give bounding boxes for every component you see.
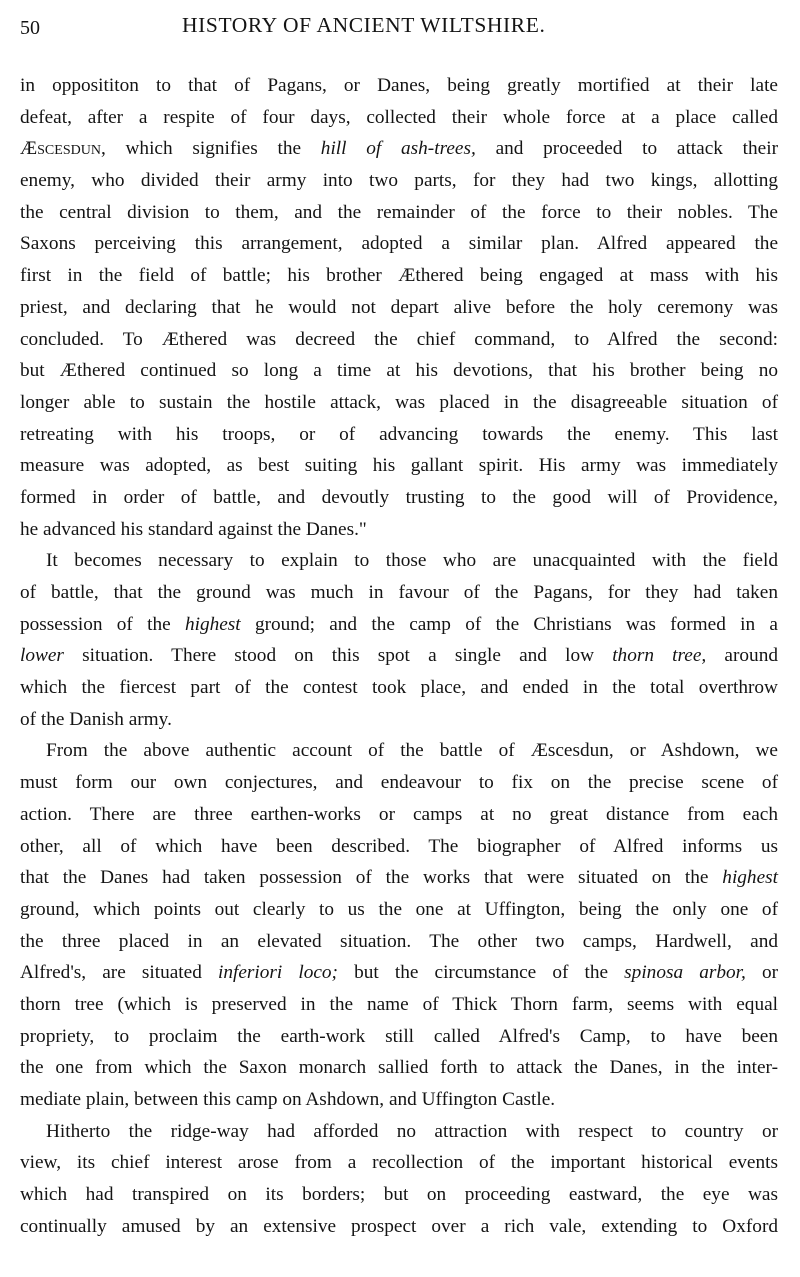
text-line [20,450,778,482]
text-run: ground, which points out clearly to us the one at Uffington, being the only one of [20,898,778,920]
text-run: measure was adopted, as best suiting his gallant spirit. His army was immediately [20,455,778,477]
text-line [20,197,778,229]
text-run: that the Danes had taken possession of the works that were situated on the [20,867,723,889]
text-run: Saxons perceiving this arrangement, adopted a similar plan. Alfred appeared the [20,233,778,255]
text-line [20,1084,778,1116]
italic-text: highest [184,613,241,635]
text-line [20,989,778,1021]
text-line [20,767,778,799]
text-run: action. There are three earthen-works or camps at no great distance from each [20,803,778,825]
text-run: first in the field of battle; his brother Æthered being engaged at mass with his [20,265,778,287]
italic-text: hill of ash-trees, [320,138,476,160]
text-line [20,70,778,102]
text-run: mediate plain, between this camp on Ashdown, and Uffington Castle. [20,1089,556,1110]
text-line [20,1052,778,1084]
text-run: possession of the [20,613,185,635]
text-run: which the fiercest part of the contest took place, and ended in the total overthrow [20,677,778,699]
text-line [20,292,778,324]
text-line [20,735,778,767]
text-line [20,355,778,387]
text-run: concluded. To Æthered was decreed the chief command, to Alfred the second: [20,328,778,350]
text-line [20,1116,778,1148]
text-line [20,419,778,451]
text-line [20,133,778,165]
text-run: but the circumstance of the [337,962,625,984]
text-line [20,545,778,577]
text-run: the central division to them, and the remainder of the force to their nobles. The [20,201,778,223]
text-line [20,1021,778,1053]
text-run: he advanced his standard against the Danes." [20,518,367,540]
text-run: or [745,962,779,984]
text-run: continually amused by an extensive prospect over a rich vale, extending to Oxford [20,1215,778,1237]
text-run: around [706,645,778,667]
text-line [20,799,778,831]
text-line [20,640,778,672]
page-number: 50 [20,17,40,39]
text-line [20,260,778,292]
text-run: From the above authentic account of the battle of Æscesdun, or Ashdown, we [46,740,778,762]
running-title: HISTORY OF ANCIENT WILTSHIRE. [182,13,546,37]
text-run: defeat, after a respite of four days, collected their whole force at a place called [20,106,778,128]
text-run: situation. There stood on this spot a single and low [63,645,613,667]
text-line [20,165,778,197]
text-run: of battle, that the ground was much in favour of the Pagans, for they had taken [20,582,778,603]
text-run: but Æthered continued so long a time at his devotions, that his brother being no [20,360,778,382]
text-run: which had transpired on its borders; but on proceeding eastward, the eye was [20,1184,778,1206]
text-run: enemy, who divided their army into two parts, for they had two kings, allotting [20,170,778,192]
text-line [20,672,778,704]
text-line [20,228,778,260]
text-run: Alfred's, are situated [20,962,218,984]
text-line [20,926,778,958]
text-line [20,831,778,863]
text-run: Hitherto the ridge-way had afforded no attraction with respect to country or [46,1120,778,1142]
text-line [20,577,778,609]
text-run: ground; and the camp of the Christians was formed in a [240,613,778,635]
text-line [20,704,778,736]
text-line [20,482,778,514]
text-run: thorn tree (which is preserved in the name of Thick Thorn farm, seems with equal [20,993,778,1015]
italic-text: highest [722,867,778,889]
text-line [20,514,778,546]
text-line [20,1211,778,1243]
text-run: formed in order of battle, and devoutly trusting to the good will of Providence, [20,486,778,508]
text-run: must form our own conjectures, and endeavour to fix on the precise scene of [20,772,778,794]
text-line [20,1147,778,1179]
text-line [20,894,778,926]
text-line [20,324,778,356]
text-run: , which signifies the [100,138,321,160]
italic-text: spinosa arbor, [624,962,746,984]
text-run: in opposititon to that of Pagans, or Danes, being greatly mortified at their late [20,75,778,96]
text-line [20,862,778,894]
text-line [20,102,778,134]
italic-text: lower [20,645,64,667]
text-run: the three placed in an elevated situation. The other two camps, Hardwell, and [20,930,778,952]
small-caps-text: Æscesdun [20,138,101,160]
text-run: priest, and declaring that he would not depart alive before the holy ceremony was [20,296,778,318]
italic-text: thorn tree, [612,645,707,667]
text-run: of the Danish army. [20,708,172,730]
body-text [20,70,778,1242]
text-line [20,1179,778,1211]
text-line [20,387,778,419]
text-run: longer able to sustain the hostile attack, was placed in the disagreeable situation of [20,391,778,413]
text-run: other, all of which have been described. The biographer of Alfred informs us [20,835,778,857]
text-run: the one from which the Saxon monarch sallied forth to attack the Danes, in the inter- [20,1057,778,1079]
text-run: It becomes necessary to explain to those who are unacquainted with the field [46,550,778,572]
text-run: propriety, to proclaim the earth-work still called Alfred's Camp, to have been [20,1025,778,1047]
text-run: and proceeded to attack their [475,138,779,160]
italic-text: inferiori loco; [217,962,338,984]
text-line [20,957,778,989]
text-run: retreating with his troops, or of advancing towards the enemy. This last [20,423,778,445]
text-run: view, its chief interest arose from a recollection of the important historical events [20,1152,778,1174]
text-line [20,609,778,641]
